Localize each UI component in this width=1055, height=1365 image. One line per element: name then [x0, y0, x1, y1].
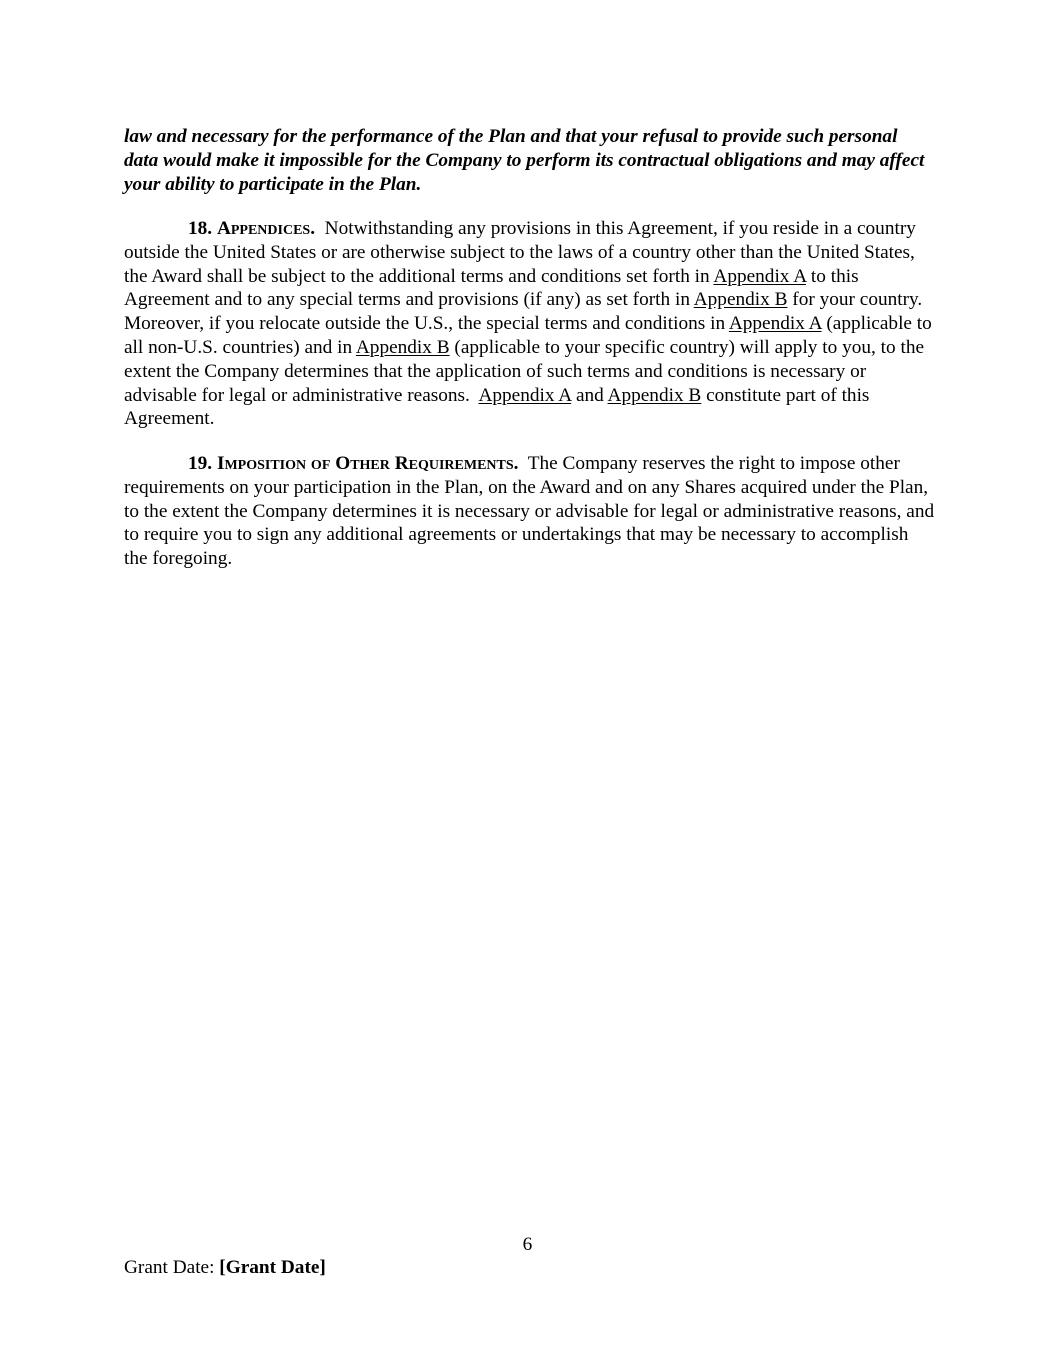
appendix-b-reference: Appendix B [607, 384, 702, 406]
section-18-text: Notwithstanding any provisions in this Agreement, if you reside in a country outside the United States or are otherwise subject to the laws of a country other than the United States, the Award shall be subject to the additional terms and conditions set forth in [124, 218, 916, 287]
section-19-heading [188, 453, 518, 474]
section-18-text: for your country. Moreover, if you relocate outside the U.S., the special terms and conditions in [124, 289, 932, 335]
section-18-heading [188, 218, 315, 239]
appendix-b-reference: Appendix B [355, 336, 450, 358]
section-18-text: to this Agreement and to any special terms and provisions (if any) as set forth in [124, 265, 859, 311]
appendix-a-reference: Appendix A [728, 313, 822, 335]
section-19-number: 19. [188, 453, 213, 474]
section-19-title: Imposition of Other Requirements. [216, 453, 519, 474]
footer-value: [Grant Date] [219, 1257, 326, 1278]
appendix-a-reference: Appendix A [478, 384, 572, 406]
section-18-number: 18. [188, 218, 213, 239]
section-18-title: Appendices. [216, 218, 316, 239]
appendix-b-reference: Appendix B [693, 289, 788, 311]
section-18-text: constitute part of this Agreement. [124, 384, 870, 430]
appendix-a-reference: Appendix A [713, 265, 807, 287]
section-18-text: (applicable to all non-U.S. countries) and in [124, 313, 932, 358]
section-18-text: and [571, 384, 608, 406]
footer-label: Grant Date: [124, 1257, 220, 1278]
footer-grant-date [124, 1256, 326, 1280]
section-19-text: The Company reserves the right to impose other requirements on your participation in the Plan, on the Award and on any Shares acquired under the Plan, to the extent the Company determines it is necessary or advisable for legal or administrative reasons, and to require you to sign any additional agreements or undertakings that may be necessary to accomplish the foregoing. [124, 453, 935, 570]
page-number: 6 [522, 1234, 533, 1255]
intro-paragraph: law and necessary for the performance of the Plan and that your refusal to provide such personal data would make it impossible for the Company to perform its contractual obligations and may affect your ability to participate in the Plan. [124, 126, 925, 195]
section-19-other-requirements [124, 452, 936, 571]
section-18-text: (applicable to your specific country) will apply to you, to the extent the Company determines that the application of such terms and conditions is necessary or advisable for legal or administrative reasons. [124, 336, 929, 406]
section-18-appendices [124, 217, 936, 431]
